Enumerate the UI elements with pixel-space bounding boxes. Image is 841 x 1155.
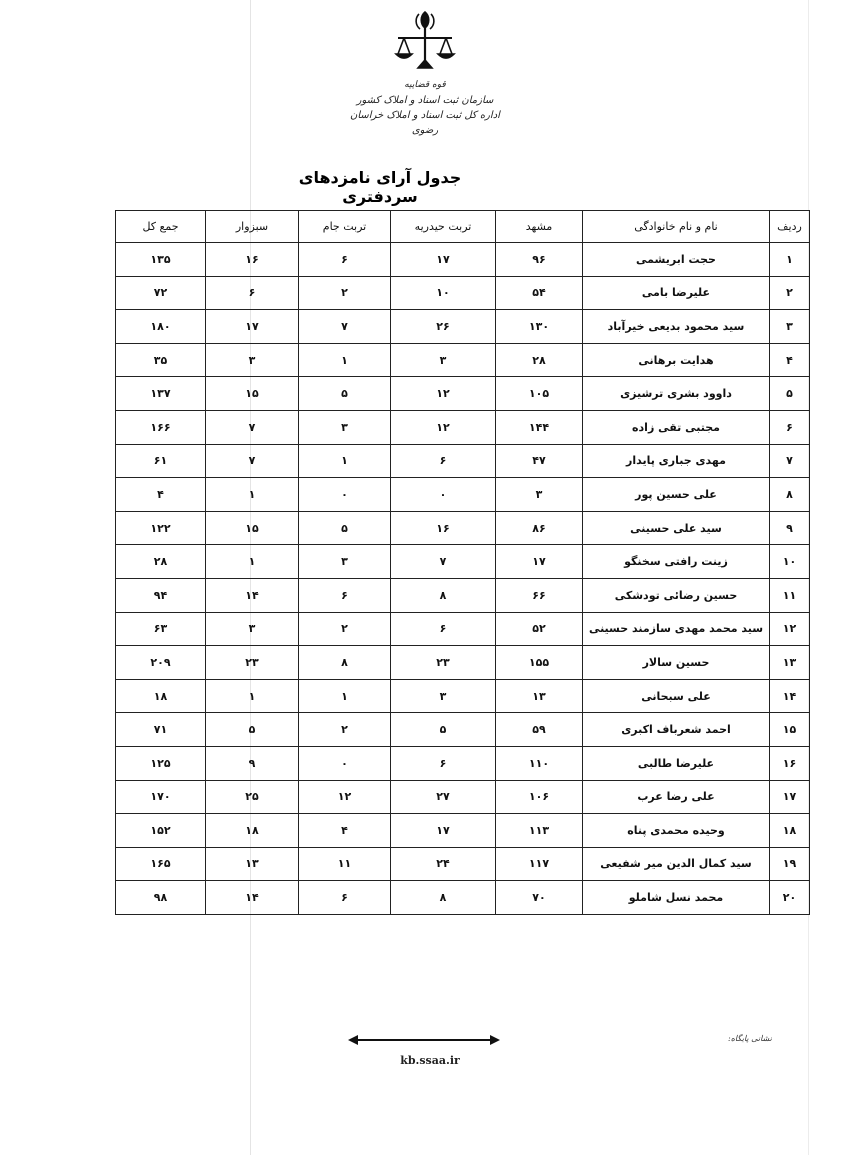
- cell-index: ۱۷: [770, 780, 810, 814]
- cell-sabzevar: ۱۶: [206, 243, 299, 277]
- table-row: [116, 545, 810, 579]
- cell-mashhad: ۷۰: [496, 881, 583, 915]
- table-row: [116, 646, 810, 680]
- cell-mashhad: ۵۲: [496, 612, 583, 646]
- cell-sabzevar: ۹: [206, 746, 299, 780]
- cell-name: حسین سالار: [583, 646, 770, 680]
- cell-name: علی رضا عرب: [583, 780, 770, 814]
- cell-torbat-jam: ۰: [299, 746, 391, 780]
- cell-name: حسین رضائی تودشکی: [583, 578, 770, 612]
- cell-mashhad: ۱۳۰: [496, 310, 583, 344]
- cell-name: سید کمال الدین میر شفیعی: [583, 847, 770, 881]
- cell-torbat-heydarieh: ۶: [391, 444, 496, 478]
- cell-total: ۹۴: [116, 578, 206, 612]
- table-row: [116, 511, 810, 545]
- letterhead-organization: سازمان ثبت اسناد و املاک کشور: [356, 95, 494, 106]
- cell-total: ۶۳: [116, 612, 206, 646]
- cell-index: ۶: [770, 410, 810, 444]
- cell-mashhad: ۱۱۳: [496, 814, 583, 848]
- cell-sabzevar: ۲۵: [206, 780, 299, 814]
- letterhead: [345, 8, 505, 138]
- cell-mashhad: ۵۴: [496, 276, 583, 310]
- cell-sabzevar: ۱۸: [206, 814, 299, 848]
- cell-index: ۸: [770, 478, 810, 512]
- cell-sabzevar: ۶: [206, 276, 299, 310]
- cell-torbat-jam: ۲: [299, 713, 391, 747]
- cell-mashhad: ۱۰۵: [496, 377, 583, 411]
- cell-torbat-jam: ۶: [299, 578, 391, 612]
- judiciary-scales-emblem-icon: [390, 8, 460, 78]
- cell-torbat-jam: ۳: [299, 410, 391, 444]
- cell-torbat-jam: ۱: [299, 343, 391, 377]
- cell-torbat-heydarieh: ۱۷: [391, 814, 496, 848]
- cell-total: ۹۸: [116, 881, 206, 915]
- cell-torbat-jam: ۱۱: [299, 847, 391, 881]
- cell-total: ۱۷۰: [116, 780, 206, 814]
- cell-torbat-jam: ۶: [299, 881, 391, 915]
- cell-index: ۱۳: [770, 646, 810, 680]
- cell-name: وحیده محمدی پناه: [583, 814, 770, 848]
- table-row: [116, 310, 810, 344]
- header-torbat-jam: تربت جام: [299, 211, 391, 243]
- cell-name: سید محمود بدیعی خیرآباد: [583, 310, 770, 344]
- cell-mashhad: ۲۸: [496, 343, 583, 377]
- header-mashhad: مشهد: [496, 211, 583, 243]
- cell-name: علیرضا طالبی: [583, 746, 770, 780]
- cell-name: محمد نسل شاملو: [583, 881, 770, 915]
- cell-sabzevar: ۷: [206, 410, 299, 444]
- cell-sabzevar: ۱۴: [206, 578, 299, 612]
- cell-mashhad: ۱۷: [496, 545, 583, 579]
- cell-name: زینت رافتی سخنگو: [583, 545, 770, 579]
- cell-torbat-jam: ۱: [299, 444, 391, 478]
- table-row: [116, 276, 810, 310]
- cell-torbat-jam: ۵: [299, 511, 391, 545]
- cell-index: ۳: [770, 310, 810, 344]
- table-header-row: [116, 211, 810, 243]
- cell-name: هدایت برهانی: [583, 343, 770, 377]
- cell-mashhad: ۱۱۰: [496, 746, 583, 780]
- cell-name: علی حسین پور: [583, 478, 770, 512]
- cell-torbat-heydarieh: ۲۴: [391, 847, 496, 881]
- cell-index: ۱: [770, 243, 810, 277]
- table-row: [116, 847, 810, 881]
- cell-total: ۱۵۲: [116, 814, 206, 848]
- cell-torbat-heydarieh: ۵: [391, 713, 496, 747]
- cell-sabzevar: ۱۷: [206, 310, 299, 344]
- table-row: [116, 444, 810, 478]
- table-row: [116, 343, 810, 377]
- cell-mashhad: ۱۳: [496, 679, 583, 713]
- letterhead-department: اداره کل ثبت اسناد و املاک خراسان رضوی: [350, 110, 500, 136]
- cell-sabzevar: ۳: [206, 343, 299, 377]
- letterhead-judiciary: قوه قضاییه: [404, 80, 446, 90]
- cell-name: مهدی جباری پایدار: [583, 444, 770, 478]
- cell-index: ۱۲: [770, 612, 810, 646]
- cell-torbat-jam: ۲: [299, 612, 391, 646]
- cell-total: ۱۳۷: [116, 377, 206, 411]
- table-row: [116, 243, 810, 277]
- table-row: [116, 780, 810, 814]
- cell-name: سید علی حسینی: [583, 511, 770, 545]
- cell-index: ۲۰: [770, 881, 810, 915]
- cell-torbat-jam: ۲: [299, 276, 391, 310]
- table-row: [116, 713, 810, 747]
- cell-name: حجت ابریشمی: [583, 243, 770, 277]
- cell-total: ۱۲۵: [116, 746, 206, 780]
- cell-torbat-jam: ۵: [299, 377, 391, 411]
- cell-total: ۷۱: [116, 713, 206, 747]
- header-total: جمع کل: [116, 211, 206, 243]
- cell-mashhad: ۸۶: [496, 511, 583, 545]
- cell-total: ۱۶۵: [116, 847, 206, 881]
- cell-index: ۷: [770, 444, 810, 478]
- table-row: [116, 881, 810, 915]
- cell-mashhad: ۱۵۵: [496, 646, 583, 680]
- cell-torbat-heydarieh: ۳: [391, 679, 496, 713]
- cell-index: ۱۸: [770, 814, 810, 848]
- cell-mashhad: ۴۷: [496, 444, 583, 478]
- cell-index: ۱۹: [770, 847, 810, 881]
- cell-name: علیرضا بامی: [583, 276, 770, 310]
- cell-sabzevar: ۱۵: [206, 377, 299, 411]
- cell-total: ۱۳۵: [116, 243, 206, 277]
- table-row: [116, 410, 810, 444]
- cell-torbat-jam: ۷: [299, 310, 391, 344]
- table-row: [116, 578, 810, 612]
- cell-sabzevar: ۲۳: [206, 646, 299, 680]
- cell-name: داوود بشری ترشیزی: [583, 377, 770, 411]
- cell-name: علی سبحانی: [583, 679, 770, 713]
- cell-torbat-jam: ۶: [299, 243, 391, 277]
- double-arrow-icon: [348, 1033, 500, 1047]
- cell-mashhad: ۱۰۶: [496, 780, 583, 814]
- table-row: [116, 679, 810, 713]
- page-title: جدول آرای نامزدهای سردفتری: [298, 168, 462, 206]
- website-url: kb.ssaa.ir: [400, 1054, 460, 1067]
- header-name: نام و نام خانوادگی: [583, 211, 770, 243]
- cell-torbat-heydarieh: ۱۰: [391, 276, 496, 310]
- cell-total: ۱۸۰: [116, 310, 206, 344]
- cell-index: ۹: [770, 511, 810, 545]
- table-row: [116, 612, 810, 646]
- cell-torbat-heydarieh: ۱۲: [391, 410, 496, 444]
- cell-total: ۶۱: [116, 444, 206, 478]
- cell-index: ۱۶: [770, 746, 810, 780]
- cell-total: ۱۲۲: [116, 511, 206, 545]
- cell-index: ۱۵: [770, 713, 810, 747]
- cell-total: ۲۰۹: [116, 646, 206, 680]
- cell-torbat-heydarieh: ۱۶: [391, 511, 496, 545]
- cell-total: ۷۲: [116, 276, 206, 310]
- cell-sabzevar: ۱۵: [206, 511, 299, 545]
- header-sabzevar: سبزوار: [206, 211, 299, 243]
- cell-torbat-jam: ۰: [299, 478, 391, 512]
- cell-mashhad: ۵۹: [496, 713, 583, 747]
- cell-total: ۲۸: [116, 545, 206, 579]
- header-torbat-heydarieh: تربت حیدریه: [391, 211, 496, 243]
- cell-total: ۴: [116, 478, 206, 512]
- cell-sabzevar: ۱: [206, 545, 299, 579]
- cell-index: ۵: [770, 377, 810, 411]
- table-row: [116, 377, 810, 411]
- cell-sabzevar: ۱۴: [206, 881, 299, 915]
- cell-torbat-jam: ۱: [299, 679, 391, 713]
- cell-sabzevar: ۳: [206, 612, 299, 646]
- cell-sabzevar: ۱: [206, 478, 299, 512]
- cell-torbat-jam: ۸: [299, 646, 391, 680]
- table-row: [116, 478, 810, 512]
- cell-mashhad: ۹۶: [496, 243, 583, 277]
- votes-table: [115, 210, 810, 915]
- cell-name: مجتبی تقی زاده: [583, 410, 770, 444]
- cell-torbat-heydarieh: ۷: [391, 545, 496, 579]
- cell-mashhad: ۶۶: [496, 578, 583, 612]
- cell-torbat-jam: ۴: [299, 814, 391, 848]
- cell-total: ۱۸: [116, 679, 206, 713]
- cell-index: ۱۱: [770, 578, 810, 612]
- cell-torbat-heydarieh: ۱۲: [391, 377, 496, 411]
- cell-torbat-heydarieh: ۲۷: [391, 780, 496, 814]
- cell-torbat-heydarieh: ۲۶: [391, 310, 496, 344]
- cell-sabzevar: ۵: [206, 713, 299, 747]
- website-label: نشانی پایگاه:: [728, 1034, 772, 1043]
- cell-torbat-jam: ۳: [299, 545, 391, 579]
- cell-name: سید محمد مهدی سازمند حسینی: [583, 612, 770, 646]
- cell-sabzevar: ۱: [206, 679, 299, 713]
- cell-mashhad: ۳: [496, 478, 583, 512]
- cell-torbat-heydarieh: ۰: [391, 478, 496, 512]
- cell-sabzevar: ۱۳: [206, 847, 299, 881]
- cell-torbat-heydarieh: ۲۳: [391, 646, 496, 680]
- cell-total: ۳۵: [116, 343, 206, 377]
- cell-torbat-heydarieh: ۱۷: [391, 243, 496, 277]
- cell-torbat-heydarieh: ۸: [391, 578, 496, 612]
- cell-total: ۱۶۶: [116, 410, 206, 444]
- cell-torbat-heydarieh: ۶: [391, 612, 496, 646]
- table-row: [116, 746, 810, 780]
- cell-torbat-jam: ۱۲: [299, 780, 391, 814]
- cell-name: احمد شعرباف اکبری: [583, 713, 770, 747]
- cell-index: ۱۰: [770, 545, 810, 579]
- cell-mashhad: ۱۱۷: [496, 847, 583, 881]
- table-row: [116, 814, 810, 848]
- cell-torbat-heydarieh: ۳: [391, 343, 496, 377]
- cell-torbat-heydarieh: ۸: [391, 881, 496, 915]
- cell-index: ۱۴: [770, 679, 810, 713]
- cell-sabzevar: ۷: [206, 444, 299, 478]
- cell-index: ۲: [770, 276, 810, 310]
- cell-mashhad: ۱۴۴: [496, 410, 583, 444]
- cell-index: ۴: [770, 343, 810, 377]
- header-index: ردیف: [770, 211, 810, 243]
- cell-torbat-heydarieh: ۶: [391, 746, 496, 780]
